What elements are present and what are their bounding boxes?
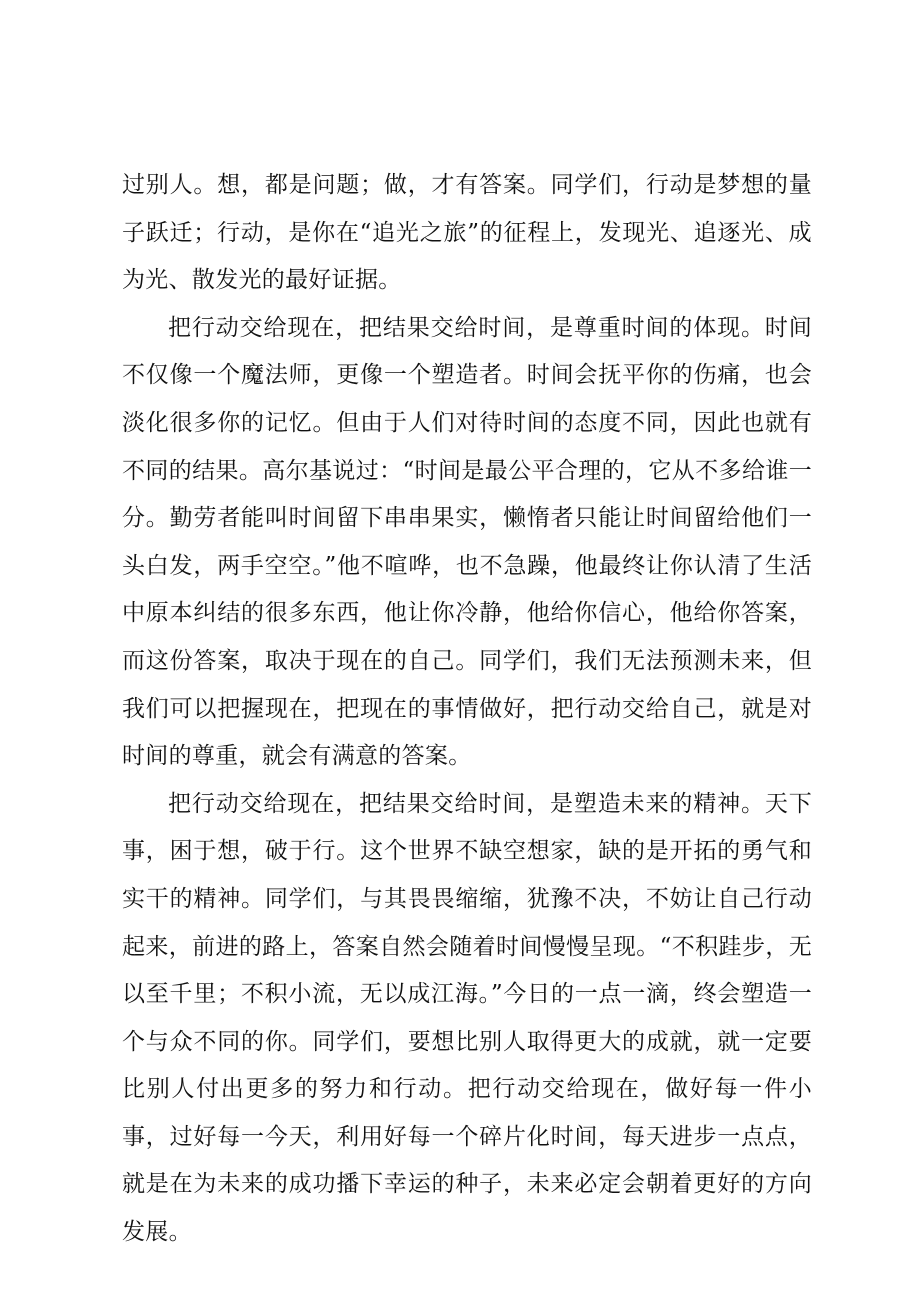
document-body: [122, 162, 812, 1257]
paragraph-continuation: 过别人。想，都是问题；做，才有答案。同学们，行动是梦想的量子跃迁；行动，是你在“追光之旅”的征程上，发现光、追逐光、成为光、散发光的最好证据。: [122, 172, 812, 294]
paragraph-respect-time: 把行动交给现在，把结果交给时间，是尊重时间的体现。时间不仅像一个魔法师，更像一个塑造者。时间会抚平你的伤痛，也会淡化很多你的记忆。但由于人们对待时间的态度不同，因此也就有不同的结果。高尔基说过：“时间是最公平合理的，它从不多给谁一分。勤劳者能叫时间留下串串果实，懒惰者只能让时间留给他们一头白发，两手空空。”他不喧哗，也不急躁，他最终让你认清了生活中原本纠结的很多东西，他让你冷静，他给你信心，他给你答案，而这份答案，取决于现在的自己。同学们，我们无法预测未来，但我们可以把握现在，把现在的事情做好，把行动交给自己，就是对时间的尊重，就会有满意的答案。: [122, 314, 812, 770]
paragraph-shape-future: 把行动交给现在，把结果交给时间，是塑造未来的精神。天下事，困于想，破于行。这个世界不缺空想家，缺的是开拓的勇气和实干的精神。同学们，与其畏畏缩缩，犹豫不决，不妨让自己行动起来，前进的路上，答案自然会随着时间慢慢呈现。“不积跬步，无以至千里；不积小流，无以成江海。”今日的一点一滴，终会塑造一个与众不同的你。同学们，要想比别人取得更大的成就，就一定要比别人付出更多的努力和行动。把行动交给现在，做好每一件小事，过好每一今天，利用好每一个碎片化时间，每天进步一点点，就是在为未来的成功播下幸运的种子，未来必定会朝着更好的方向发展。: [122, 790, 812, 1246]
